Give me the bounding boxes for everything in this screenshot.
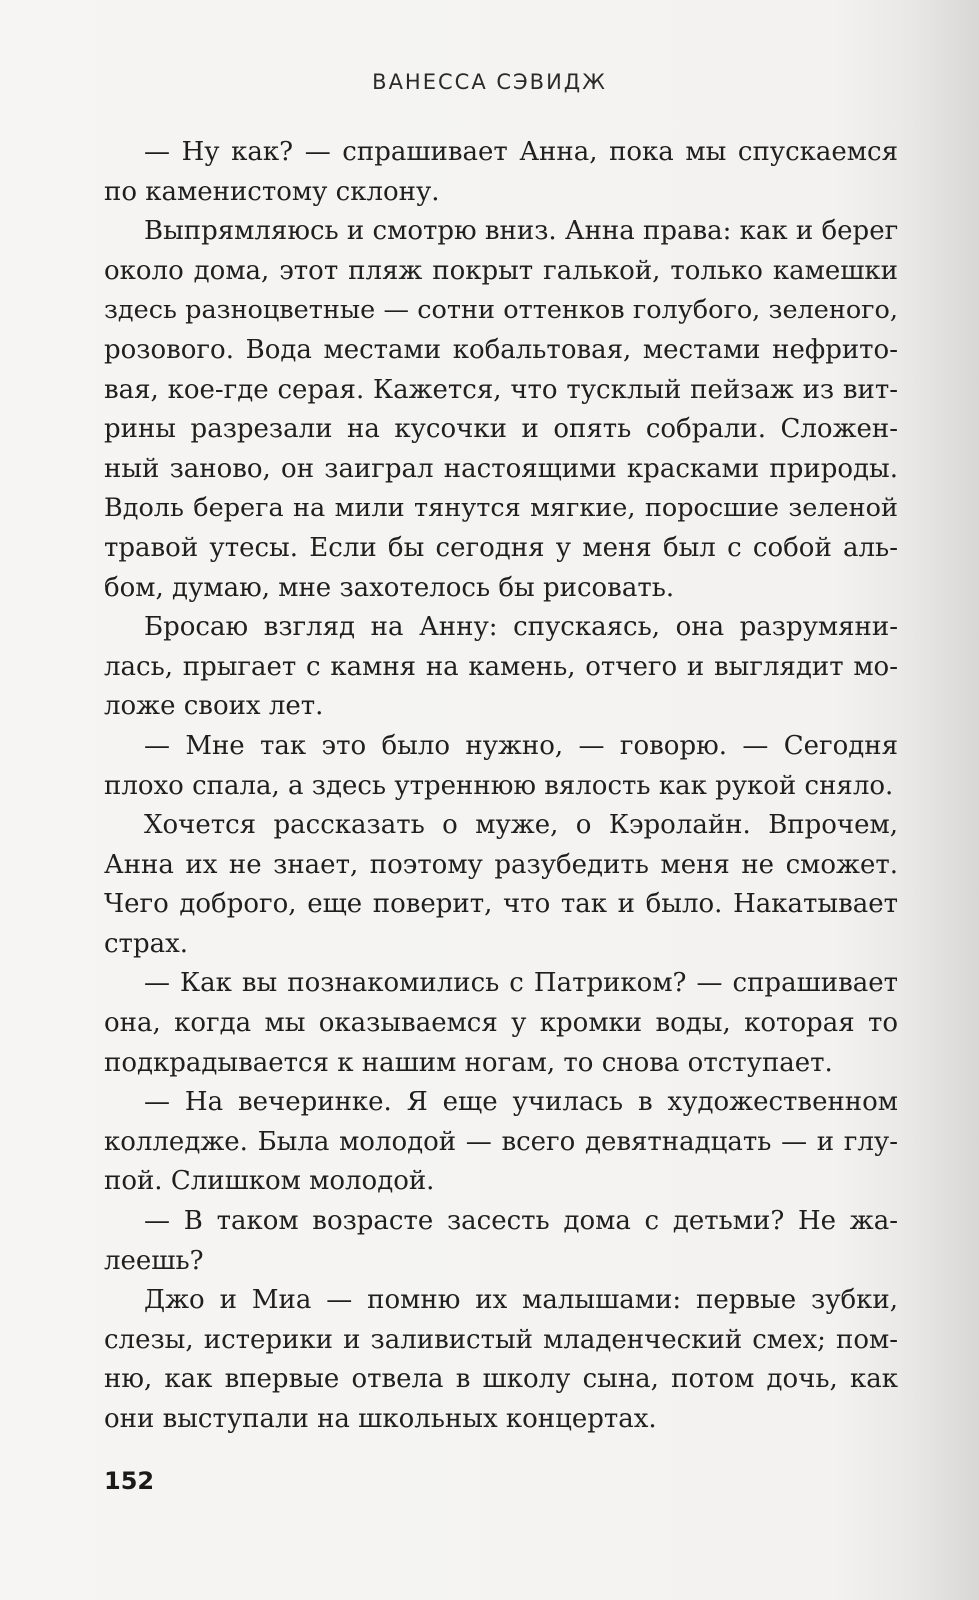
text-line: пой. Слишком молодой. (104, 1166, 435, 1197)
text-line: бом, думаю, мне захотелось бы рисовать. (104, 572, 675, 603)
text-line: плохо спала, а здесь утреннюю вялость как рукой сняло. (104, 770, 894, 801)
text-line: травой утесы. Если бы сегодня у меня был с собой аль- (104, 532, 898, 563)
text-line: Хочется рассказать о муже, о Кэролайн. Впрочем, (144, 810, 898, 841)
text-line: ный заново, он заиграл настоящими красками природы. (104, 453, 898, 484)
text-line: лась, прыгает с камня на камень, отчего и выглядит мо- (104, 651, 898, 682)
paragraph (104, 727, 898, 806)
text-line: Джо и Миа — помню их малышами: первые зубки, (144, 1285, 898, 1316)
paragraph (104, 806, 898, 964)
text-line: Бросаю взгляд на Анну: спускаясь, она разрумяни- (144, 612, 898, 643)
paragraph (104, 608, 898, 727)
text-line: слезы, истерики и заливистый младенческий смех; пом- (104, 1324, 898, 1355)
running-head: ВАНЕССА СЭВИДЖ (372, 70, 607, 94)
text-line: подкрадывается к нашим ногам, то снова отступает. (104, 1047, 833, 1078)
text-line: вая, кое-где серая. Кажется, что тусклый пейзаж из вит- (104, 374, 898, 405)
body-text (104, 133, 898, 1440)
text-line: леешь? (104, 1245, 204, 1276)
text-line: Чего доброго, еще поверит, что так и было. Накатывает (104, 889, 898, 920)
text-line: колледже. Была молодой — всего девятнадцать — и глу- (104, 1126, 898, 1157)
text-line: — Как вы познакомились с Патриком? — спрашивает (144, 968, 898, 999)
text-line: — В таком возрасте засесть дома с детьми? Не жа- (144, 1206, 898, 1237)
text-line: ложе своих лет. (104, 691, 324, 722)
text-line: страх. (104, 928, 189, 959)
paragraph (104, 1202, 898, 1281)
text-line: они выступали на школьных концертах. (104, 1404, 657, 1434)
paragraph (104, 1083, 898, 1202)
text-line: здесь разноцветные — сотни оттенков голубого, зеленого, (104, 295, 898, 326)
text-line: рины разрезали на кусочки и опять собрали. Сложен- (104, 414, 898, 445)
paragraph (104, 964, 898, 1083)
text-line: она, когда мы оказываемся у кромки воды, которая то (104, 1008, 898, 1039)
text-line: Анна их не знает, поэтому разубедить меня не сможет. (104, 849, 898, 880)
paragraph (104, 1281, 898, 1439)
text-line: около дома, этот пляж покрыт галькой, только камешки (104, 255, 898, 286)
paragraph (104, 133, 898, 212)
text-line: — Мне так это было нужно, — говорю. — Сегодня (144, 730, 898, 761)
paragraph (104, 212, 898, 608)
text-line: — Ну как? — спрашивает Анна, пока мы спускаемся (144, 137, 898, 167)
text-line: розового. Вода местами кобальтовая, местами нефрито- (104, 334, 898, 365)
text-line: ню, как впервые отвела в школу сына, потом дочь, как (104, 1364, 898, 1395)
text-line: Выпрямляюсь и смотрю вниз. Анна права: как и берег (144, 216, 899, 247)
page-number: 152 (104, 1467, 155, 1495)
text-line: Вдоль берега на мили тянутся мягкие, поросшие зеленой (104, 493, 898, 524)
text-line: — На вечеринке. Я еще училась в художественном (144, 1087, 898, 1118)
text-line: по каменистому склону. (104, 176, 440, 207)
